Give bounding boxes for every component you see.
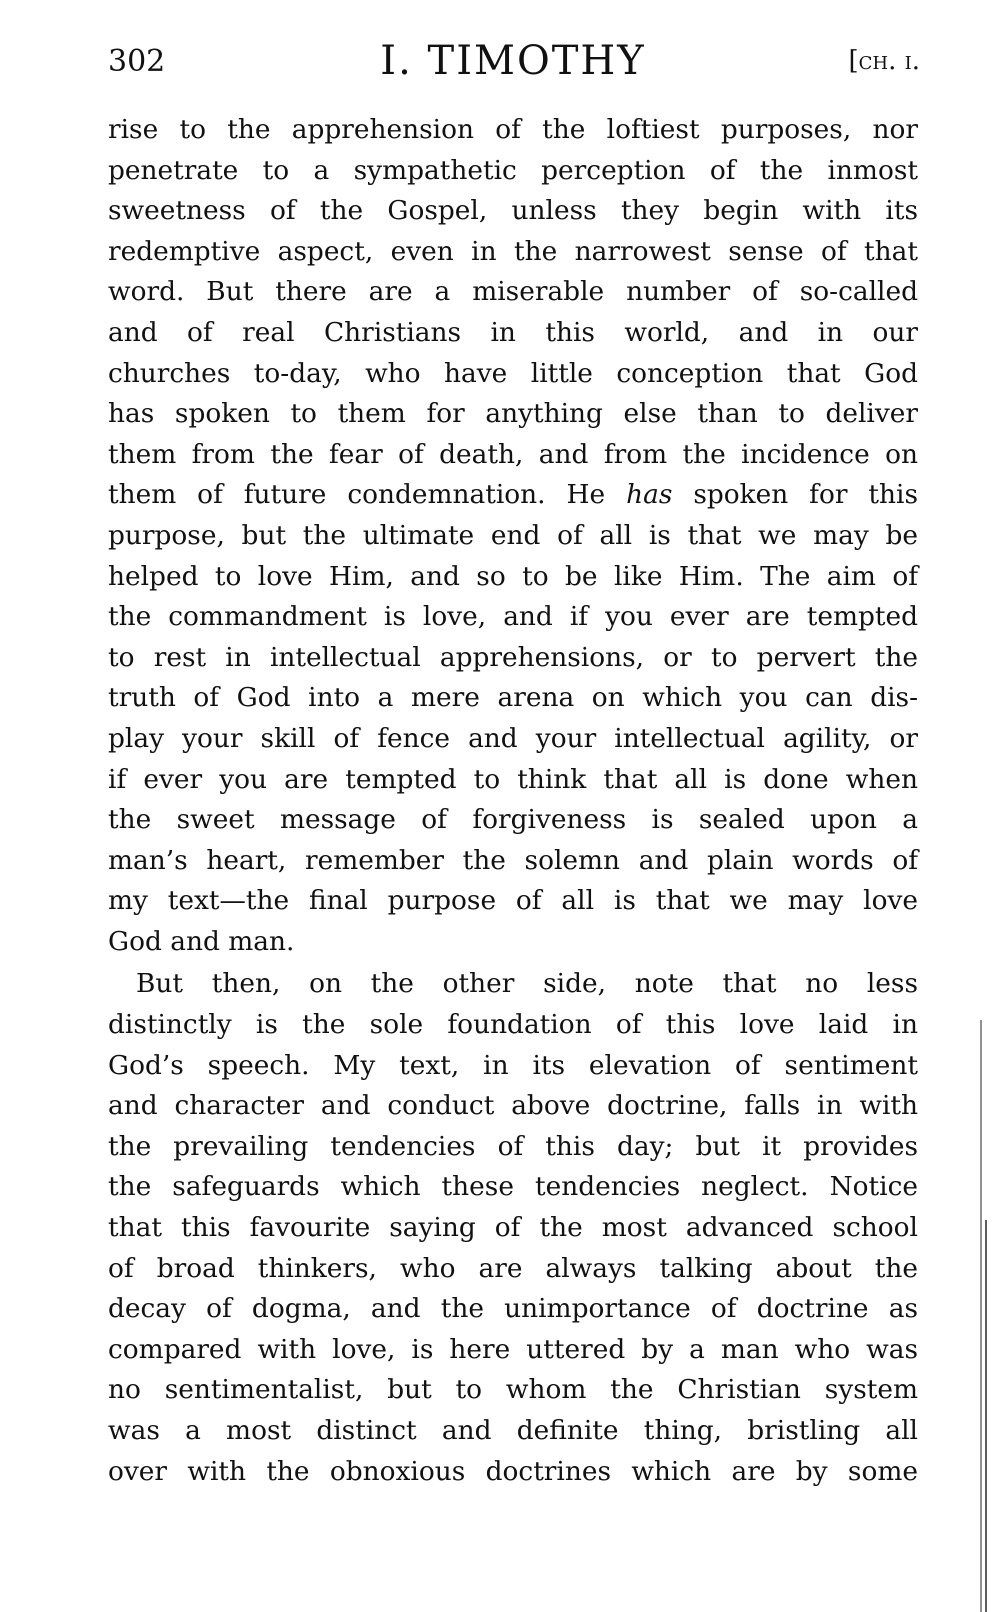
text-line: that this favourite saying of the most advanced school <box>108 1212 918 1244</box>
paragraph-1 <box>108 110 918 962</box>
text-line: penetrate to a sympathetic perception of the inmost <box>108 154 918 186</box>
running-title: I. TIMOTHY <box>380 38 646 84</box>
text-line: redemptive aspect, even in the narrowest sense of that <box>108 235 918 267</box>
text-line: to rest in intellectual apprehensions, or to pervert the <box>108 641 918 673</box>
text-line: truth of God into a mere arena on which you can dis- <box>108 682 918 714</box>
text-line: them from the fear of death, and from the incidence on <box>108 438 918 470</box>
text-line: churches to-day, who have little conception that God <box>108 357 918 389</box>
text-line: the commandment is love, and if you ever are tempted <box>108 601 918 633</box>
text-line: distinctly is the sole foundation of this love laid in <box>108 1009 918 1041</box>
text-line: over with the obnoxious doctrines which are by some <box>108 1455 918 1487</box>
text-line-last: God and man. <box>108 925 295 957</box>
text-line: the sweet message of forgiveness is sealed upon a <box>108 804 918 836</box>
text-line: purpose, but the ultimate end of all is that we may be <box>108 519 918 551</box>
page-header <box>108 38 918 88</box>
chapter-reference: [ch. i. <box>848 46 920 76</box>
body-text <box>108 110 918 1492</box>
text-line: God’s speech. My text, in its elevation of sentiment <box>108 1049 918 1081</box>
page-edge-shadow-dark <box>985 1220 987 1612</box>
page-number: 302 <box>108 44 166 79</box>
text-line: no sentimentalist, but to whom the Christian system <box>108 1374 918 1406</box>
text-line: But then, on the other side, note that no less <box>136 968 918 1000</box>
text-line: play your skill of fence and your intellectual agility, or <box>108 722 918 754</box>
text-line: has spoken to them for anything else than to deliver <box>108 398 918 430</box>
page-edge-shadow <box>980 1020 982 1612</box>
text-line: helped to love Him, and so to be like Him. The aim of <box>108 560 918 592</box>
text-line: rise to the apprehension of the loftiest purposes, nor <box>108 114 918 145</box>
text-line: of broad thinkers, who are always talking about the <box>108 1252 918 1284</box>
text-line: sweetness of the Gospel, unless they begin with its <box>108 195 918 227</box>
paragraph-2 <box>108 964 918 1492</box>
text-line-segment: spoken for this <box>672 479 918 511</box>
text-line: the safeguards which these tendencies neglect. Notice <box>108 1171 918 1203</box>
text-line: and of real Christians in this world, and in our <box>108 316 918 348</box>
text-line: my text—the final purpose of all is that we may love <box>108 885 918 917</box>
text-line: compared with love, is here uttered by a man who was <box>108 1333 918 1365</box>
text-line-segment: them of future condemnation. He <box>108 479 627 511</box>
text-line: decay of dogma, and the unimportance of doctrine as <box>108 1293 918 1325</box>
text-line: word. But there are a miserable number of so-called <box>108 276 918 308</box>
text-line: was a most distinct and definite thing, bristling all <box>108 1415 918 1446</box>
text-line: if ever you are tempted to think that all is done when <box>108 763 918 795</box>
text-line: the prevailing tendencies of this day; but it provides <box>108 1130 918 1162</box>
italic-word: has <box>626 479 673 511</box>
text-line: and character and conduct above doctrine, falls in with <box>108 1090 918 1122</box>
text-line-with-italic <box>108 475 918 516</box>
text-line: man’s heart, remember the solemn and plain words of <box>108 844 918 876</box>
